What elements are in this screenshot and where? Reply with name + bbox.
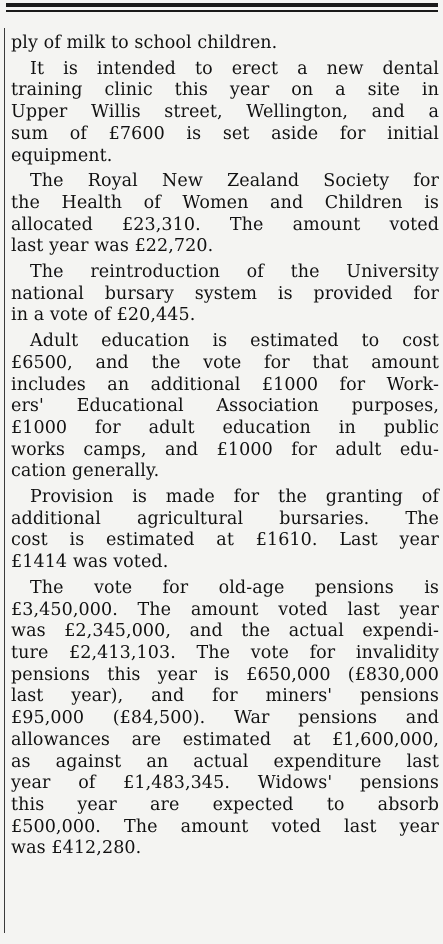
text-line: allocated £23,310. The amount voted bbox=[11, 214, 439, 235]
column-left-rule bbox=[4, 28, 5, 933]
top-double-rule-thick bbox=[6, 3, 438, 7]
text-line: last year was £22,720. bbox=[11, 236, 214, 257]
paragraph-adult-education bbox=[11, 331, 439, 483]
text-line: last year), and for miners' pensions bbox=[11, 686, 439, 707]
text-line: £3,450,000. The amount voted last year bbox=[11, 599, 439, 620]
paragraph-milk bbox=[11, 33, 439, 55]
text-line: £1000 for adult education in public bbox=[11, 417, 439, 438]
text-line: allowances are estimated at £1,600,000, bbox=[11, 729, 439, 750]
text-line: ture £2,413,103. The vote for invalidity bbox=[11, 642, 439, 663]
text-line: was £2,345,000, and the actual expendi- bbox=[11, 621, 439, 642]
text-line: sum of £7600 is set aside for initial bbox=[11, 123, 439, 144]
text-line: Upper Willis street, Wellington, and a bbox=[11, 102, 439, 123]
top-double-rule-thin bbox=[6, 10, 438, 12]
text-line: cost is estimated at £1610. Last year bbox=[11, 530, 439, 551]
article-column bbox=[11, 33, 439, 864]
text-line: this year are expected to absorb bbox=[11, 794, 439, 815]
text-line: year of £1,483,345. Widows' pensions bbox=[11, 773, 439, 794]
text-line: £1414 was voted. bbox=[11, 552, 169, 573]
text-line: £500,000. The amount voted last year bbox=[11, 816, 439, 837]
text-line: £95,000 (£84,500). War pensions and bbox=[11, 708, 439, 729]
paragraph-agricultural-bursaries bbox=[11, 487, 439, 574]
text-line: £6500, and the vote for that amount bbox=[11, 352, 439, 373]
text-line: ers' Educational Association purposes, bbox=[11, 396, 439, 417]
text-line: as against an actual expenditure last bbox=[11, 751, 439, 772]
text-line: training clinic this year on a site in bbox=[11, 80, 439, 101]
text-line: The reintroduction of the University bbox=[30, 262, 439, 283]
text-line: in a vote of £20,445. bbox=[11, 305, 196, 326]
text-line: additional agricultural bursaries. The bbox=[11, 508, 439, 529]
text-line: It is intended to erect a new dental bbox=[30, 58, 439, 79]
text-line: was £412,280. bbox=[11, 838, 142, 859]
text-line: The vote for old-age pensions is bbox=[30, 577, 439, 598]
paragraph-pensions bbox=[11, 578, 439, 860]
text-line: pensions this year is £650,000 (£830,000 bbox=[11, 664, 439, 685]
text-line: cation generally. bbox=[11, 461, 160, 482]
text-line: the Health of Women and Children is bbox=[11, 192, 439, 213]
text-line: includes an additional £1000 for Work- bbox=[11, 374, 439, 395]
paragraph-dental-clinic bbox=[11, 59, 439, 168]
paragraph-royal-society bbox=[11, 171, 439, 258]
text-line: Provision is made for the granting of bbox=[30, 487, 439, 508]
text-line: works camps, and £1000 for adult edu- bbox=[11, 439, 439, 460]
text-line: national bursary system is provided for bbox=[11, 283, 439, 304]
text-line: equipment. bbox=[11, 145, 113, 166]
text-line: ply of milk to school children. bbox=[11, 33, 278, 53]
text-line: Adult education is estimated to cost bbox=[30, 331, 439, 352]
paragraph-university-bursary bbox=[11, 262, 439, 327]
text-line: The Royal New Zealand Society for bbox=[30, 171, 439, 192]
